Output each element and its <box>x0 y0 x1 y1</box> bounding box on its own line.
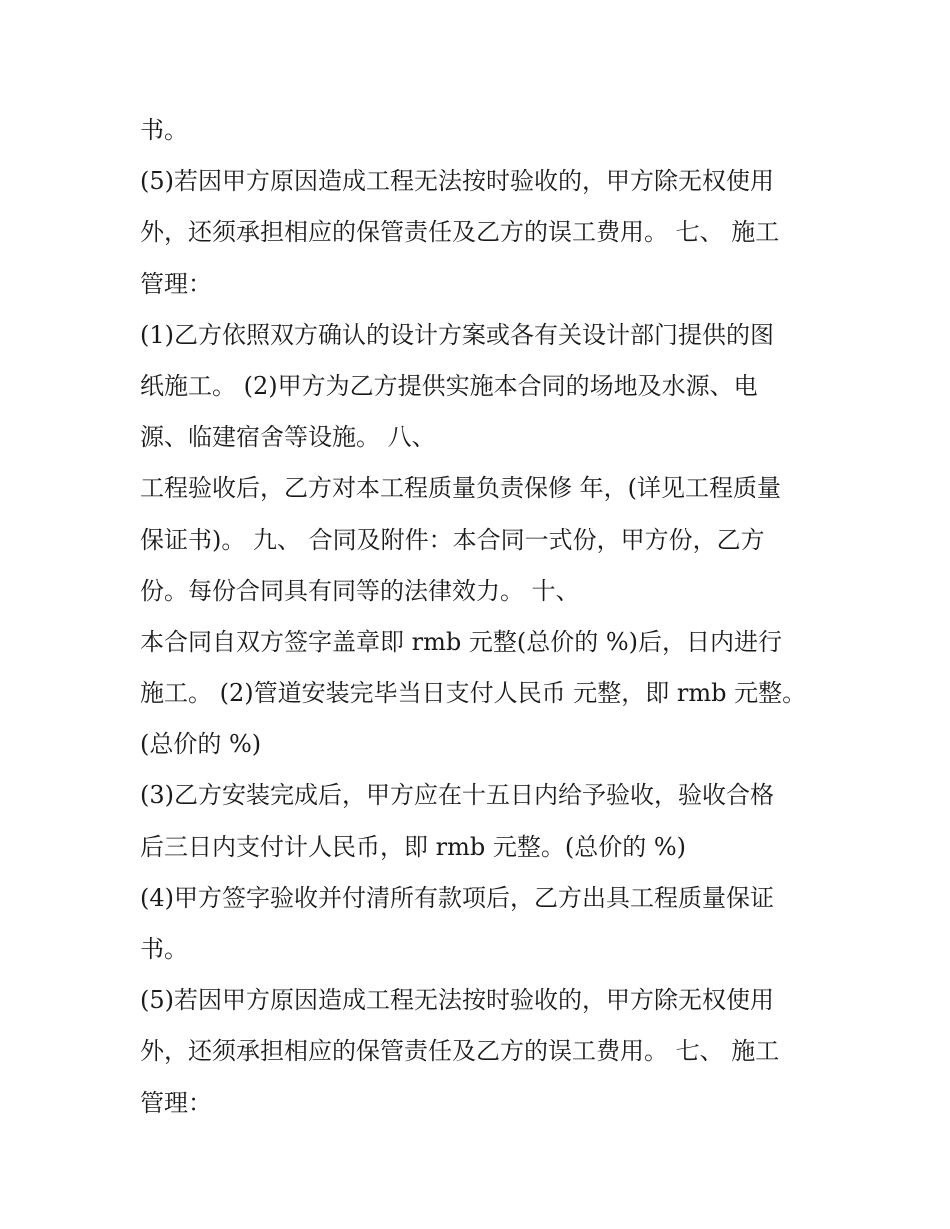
text-line: 源、临建宿舍等设施。 八、 <box>140 423 436 452</box>
text-line: (5)若因甲方原因造成工程无法按时验收的，甲方除无权使用 <box>140 167 774 196</box>
text-line: 管理： <box>140 1088 212 1117</box>
text-line: (1)乙方依照双方确认的设计方案或各有关设计部门提供的图 <box>140 320 774 349</box>
text-line: 本合同自双方签字盖章即 rmb 元整(总价的 %)后，日内进行 <box>140 627 783 656</box>
text-line: (3)乙方安装完成后，甲方应在十五日内给予验收，验收合格 <box>140 781 774 810</box>
text-line: 份。每份合同具有同等的法律效力。 十、 <box>140 576 580 605</box>
text-line: (5)若因甲方原因造成工程无法按时验收的，甲方除无权使用 <box>140 986 774 1015</box>
text-line: (总价的 %) <box>140 730 262 759</box>
text-line: (4)甲方签字验收并付清所有款项后，乙方出具工程质量保证 <box>140 883 774 912</box>
text-line: 书。 <box>140 116 188 144</box>
text-line: 外，还须承担相应的保管责任及乙方的误工费用。 七、 施工 <box>140 1037 780 1066</box>
document-body <box>140 105 820 1129</box>
text-line: 书。 <box>140 935 188 963</box>
text-line: 施工。 (2)管道安装完毕当日支付人民币 元整，即 rmb 元整。 <box>140 679 807 708</box>
text-line: 保证书)。 九、 合同及附件：本合同一式份，甲方份，乙方 <box>140 525 765 554</box>
text-line: 外，还须承担相应的保管责任及乙方的误工费用。 七、 施工 <box>140 218 780 247</box>
text-line: 管理： <box>140 269 212 298</box>
text-line: 后三日内支付计人民币，即 rmb 元整。(总价的 %) <box>140 832 687 861</box>
text-line: 工程验收后，乙方对本工程质量负责保修 年，(详见工程质量 <box>140 474 781 503</box>
text-line: 纸施工。 (2)甲方为乙方提供实施本合同的场地及水源、电 <box>140 371 758 400</box>
